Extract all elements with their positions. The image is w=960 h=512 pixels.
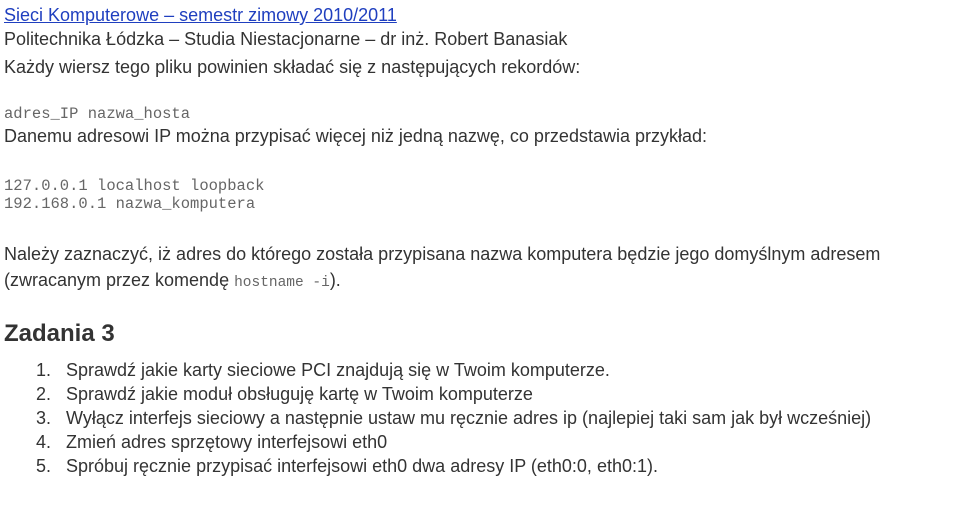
task-item [4, 406, 944, 430]
task-number: 4. [36, 432, 52, 452]
example-line-1: 127.0.0.1 localhost loopback [4, 177, 265, 195]
task-item [4, 454, 944, 478]
task-item [4, 382, 944, 406]
task-text: Zmień adres sprzętowy interfejsowi eth0 [66, 432, 388, 452]
example-line-2: 192.168.0.1 nazwa_komputera [4, 195, 256, 213]
records-format-code: adres_IP nazwa_hosta [4, 105, 191, 123]
task-item [4, 430, 944, 454]
multiple-names-note: Danemu adresowi IP można przypisać więcej niż jedną nazwę, co przedstawia przykład: [4, 126, 708, 146]
default-address-note [4, 241, 934, 296]
task-text: Sprawdź jakie karty sieciowe PCI znajdują się w Twoim komputerze. [66, 360, 610, 380]
note-text-after: ). [329, 270, 341, 290]
task-number: 1. [36, 360, 52, 380]
hostname-command: hostname -i [234, 275, 330, 291]
task-text: Spróbuj ręcznie przypisać interfejsowi eth0 dwa adresy IP (eth0:0, eth0:1). [66, 456, 658, 476]
university-line: Politechnika Łódzka – Studia Niestacjonarne – dr inż. Robert Banasiak [4, 29, 568, 49]
intro-text: Każdy wiersz tego pliku powinien składać się z następujących rekordów: [4, 57, 581, 77]
tasks-list [4, 358, 944, 478]
task-number: 3. [36, 408, 52, 428]
note-text-before: Należy zaznaczyć, iż adres do którego została przypisana nazwa komputera będzie jego domyślnym adresem (zwracanym przez komendę [4, 244, 881, 290]
task-item [4, 358, 944, 382]
tasks-heading: Zadania 3 [4, 320, 115, 347]
task-text: Wyłącz interfejs sieciowy a następnie ustaw mu ręcznie adres ip (najlepiej taki sam jak był wcześniej) [66, 408, 872, 428]
course-title-link[interactable]: Sieci Komputerowe – semestr zimowy 2010/2011 [4, 5, 397, 25]
task-text: Sprawdź jakie moduł obsługuję kartę w Twoim komputerze [66, 384, 533, 404]
task-number: 5. [36, 456, 52, 476]
task-number: 2. [36, 384, 52, 404]
